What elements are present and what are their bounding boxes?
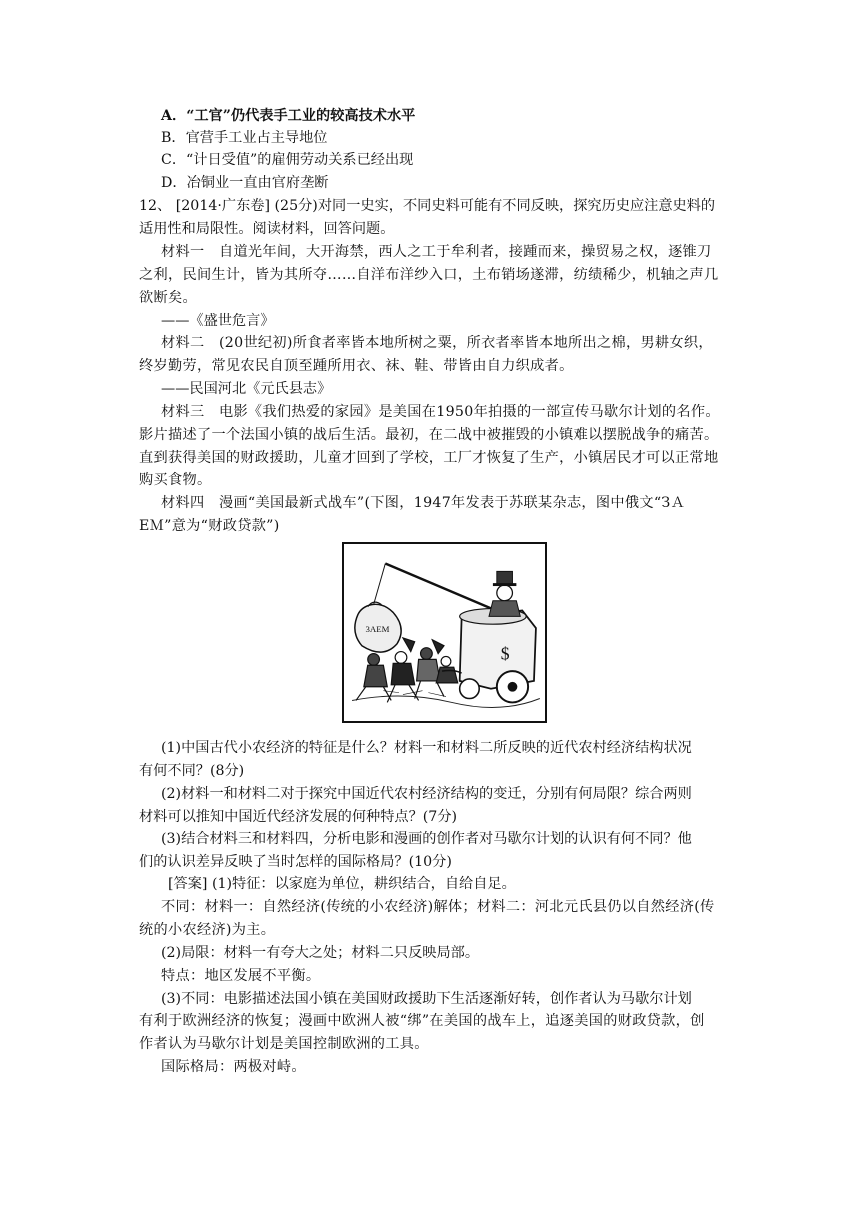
option-a: A．“工官”仍代表手工业的较高技术水平: [161, 108, 416, 124]
question-stem-line-2: 适用性和局限性。阅读材料，回答问题。: [139, 221, 395, 237]
option-d: D．冶铜业一直由官府垄断: [161, 175, 329, 191]
cartoon-american-war-chariot: [342, 542, 547, 723]
option-b: B．官营手工业占主导地位: [161, 130, 328, 146]
material-3-line-2: 影片描述了一个法国小镇的战后生活。最初，在二战中被摧毁的小镇难以摆脱战争的痛苦。: [139, 427, 719, 443]
material-1-line-1: 材料一 自道光年间，大开海禁，西人之工于牟利者，接踵而来，操贸易之权，逐锥刀: [161, 244, 712, 260]
question-stem-line-1: 12、 [2014·广东卷] (25分)对同一史实，不同史料可能有不同反映，探究历史应注意史料的: [139, 198, 716, 214]
material-1-source: ——《盛世危言》: [161, 313, 275, 329]
answer-part-3-line-3: 作者认为马歇尔计划是美国控制欧洲的工具。: [139, 1036, 429, 1052]
material-1-line-3: 欲断矣。: [139, 290, 197, 306]
answer-part-1-contrast-line-2: 统的小农经济)为主。: [139, 922, 276, 938]
material-2-line-2: 终岁勤劳，常见农民自顶至踵所用衣、袜、鞋、带皆由自力织成者。: [139, 358, 574, 374]
material-4-line-2: ЕＭ”意为“财政贷款”): [139, 518, 280, 534]
answer-part-1: [答案] (1)特征：以家庭为单位，耕织结合，自给自足。: [168, 876, 516, 892]
material-3-line-1: 材料三 电影《我们热爱的家园》是美国在1950年拍摄的一部宣传马歇尔计划的名作。: [161, 404, 720, 420]
material-1-line-2: 之利，民间生计，皆为其所夺……自洋布洋纱入口，土布销场遂滞，纺绩稀少，机轴之声几: [139, 267, 719, 283]
option-c: C．“计日受值”的雇佣劳动关系已经出现: [161, 152, 414, 168]
sub-question-3-line-2: 们的认识差异反映了当时怎样的国际格局？(10分): [139, 854, 452, 870]
answer-part-2: (2)局限：材料一有夸大之处；材料二只反映局部。: [161, 945, 480, 961]
dollar-symbol: $: [500, 643, 510, 664]
material-4-line-1: 材料四 漫画“美国最新式战车”(下图，1947年发表于苏联某杂志，图中俄文“ЗＡ: [161, 495, 686, 511]
material-3-line-3: 直到获得美国的财政援助，儿童才回到了学校，工厂才恢复了生产，小镇居民才可以正常地: [139, 450, 719, 466]
material-2-line-1: 材料二 (20世纪初)所食者率皆本地所树之粟，所衣者率皆本地所出之棉，男耕女织，: [161, 335, 713, 351]
bag-label: 3AEM: [365, 624, 390, 635]
answer-part-3-line-2: 有利于欧洲经济的恢复；漫画中欧洲人被“绑”在美国的战车上，追逐美国的财政贷款，创: [139, 1013, 705, 1029]
answer-part-2-feature: 特点：地区发展不平衡。: [161, 968, 321, 984]
material-2-source: ——民国河北《元氏县志》: [161, 381, 332, 397]
sub-question-2-line-1: (2)材料一和材料二对于探究中国近代农村经济结构的变迁，分别有何局限？综合两则: [161, 786, 692, 802]
sub-question-1-line-2: 有何不同？(8分): [139, 763, 245, 779]
sub-question-1-line-1: (1)中国古代小农经济的特征是什么？材料一和材料二所反映的近代农村经济结构状况: [161, 740, 692, 756]
cartoon-drawing: [344, 544, 545, 721]
answer-part-3-pattern: 国际格局：两极对峙。: [161, 1059, 306, 1075]
answer-part-3-line-1: (3)不同：电影描述法国小镇在美国财政援助下生活逐渐好转，创作者认为马歇尔计划: [161, 991, 692, 1007]
sub-question-2-line-2: 材料可以推知中国近代经济发展的何种特点？(7分): [139, 809, 458, 825]
answer-part-1-contrast-line-1: 不同：材料一：自然经济(传统的小农经济)解体；材料二：河北元氏县仍以自然经济(传: [161, 899, 715, 915]
sub-question-3-line-1: (3)结合材料三和材料四，分析电影和漫画的创作者对马歇尔计划的认识有何不同？他: [161, 831, 692, 847]
material-3-line-4: 购买食物。: [139, 472, 212, 488]
